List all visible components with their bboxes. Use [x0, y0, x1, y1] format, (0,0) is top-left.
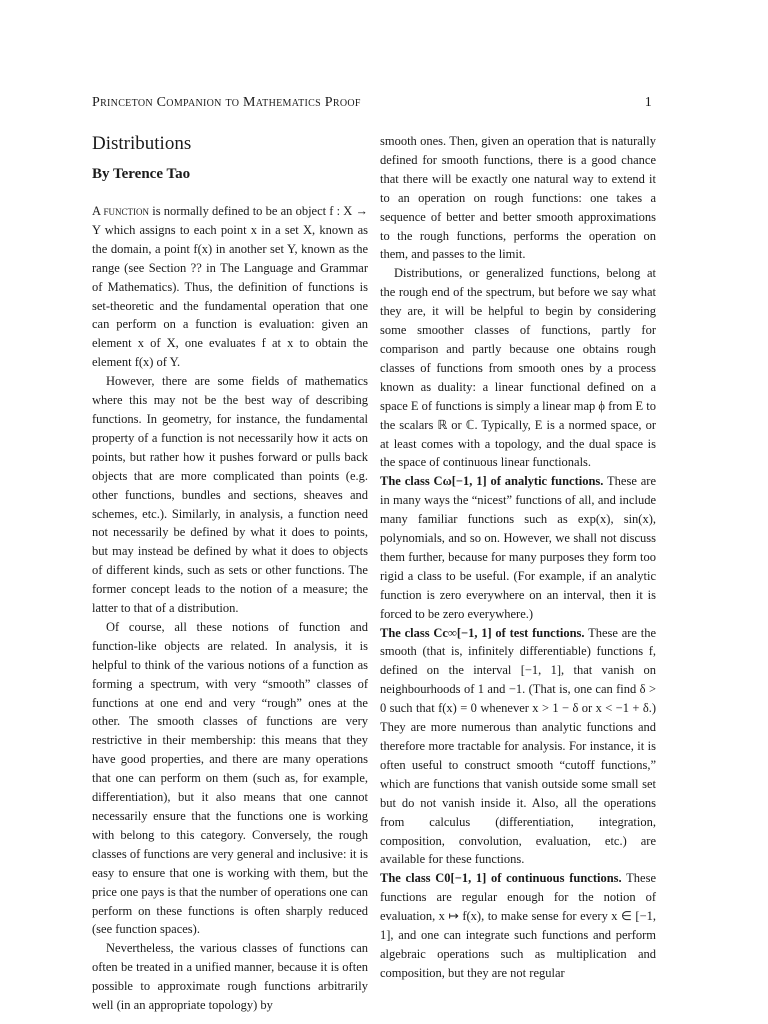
running-title: Princeton Companion to Mathematics Proof [92, 95, 361, 110]
paragraph-unified: Nevertheless, the various classes of functions can often be treated in a unified manner, because it is often possible to approximate rough functions arbitrarily well (in an appropriate topology) by [92, 941, 368, 1013]
section-analytic-body: These are in many ways the “nicest” functions of all, and include many familiar functions such as exp(x), sin(x), polynomials, and so on. However, we shall not discuss them further, because for many purposes they form too rigid a class to be useful. (For example, if an analytic function is zero everywhere on an interval, then it is forced to be zero everywhere.) [380, 474, 657, 621]
paragraph-intro [92, 202, 368, 372]
paragraph-distributions: Distributions, or generalized functions, belong at the rough end of the spectrum, but before we say what they are, it will be helpful to begin by considering some smoother classes of functions, partly for comparison and partly because one obtains rough classes of functions from smooth ones by a process known as duality: a linear functional defined on a space E of functions is simply a linear map ϕ from E to the scalars ℝ or ℂ. Typically, E is a normed space, or at least comes with a topology, and the dual space is the space of continuous linear functionals. [380, 266, 656, 470]
article-title: Distributions [92, 133, 192, 154]
paragraph-spectrum: Of course, all these notions of function and function-like objects are related. In analysis, it is helpful to think of the various notions of a function as forming a spectrum, with very “smooth” classes of functions at one end and very “rough” ones at the other. The smooth classes of functions are very restrictive in their membership: this means that they have good properties, and there are many operations that one can perform on them (such as, for example, differentiation), but it also means that one cannot necessarily ensure that the functions one is working with belong to this category. Conversely, the rough classes of functions are very general and inclusive: it is easy to ensure that one is working with them, but the price one pays is that the number of operations one can perform on these functions is often sharply reduced (see function spaces). [92, 619, 368, 937]
lead-in: A function [92, 204, 150, 218]
right-column [380, 132, 656, 983]
section-analytic [380, 472, 656, 623]
page-number: 1 [644, 95, 652, 110]
section-continuous [380, 869, 656, 982]
section-test-functions-heading: The class Cc∞[−1, 1] of test functions. [380, 625, 585, 640]
running-header [92, 95, 652, 111]
section-test-functions-body: These are the smooth (that is, infinitely differentiable) functions f, defined on the interval [−1, 1], that vanish on neighbourhoods of 1 and −1. (That is, one can find δ > 0 such that f(x) = 0 whenever x > 1 − δ or x < −1 + δ.) They are more numerous than analytic functions and therefore more tractable for analysis. For instance, it is often useful to construct smooth “cutoff functions,” which are functions that vanish outside some small set but do not vanish inside it. Also, all the operations from calculus (differentiation, integration, composition, convolution, evaluation, etc.) are available for these functions. [380, 625, 656, 867]
section-test-functions [380, 624, 656, 870]
left-column [92, 132, 368, 1015]
article-author: By Terence Tao [92, 166, 191, 182]
paragraph-smooth-ones: smooth ones. Then, given an operation that is naturally defined for smooth functions, there is a good chance that there will be exactly one natural way to extend it to an operation on rough functions: one takes a sequence of better and better smooth approximations to the rough functions, performs the operation on them, and passes to the limit. [380, 134, 656, 262]
section-continuous-heading: The class C0[−1, 1] of continuous functions. [380, 871, 622, 886]
paragraph-intro-body: is normally defined to be an object f : X → Y which assigns to each point x in a set X, known as the domain, a point f(x) in another set Y, known as the range (see Section ?? in The Language and Grammar of Mathematics). Thus, the definition of functions is set-theoretic and the fundamental operation that one can perform on a function is evaluation: given an element x of X, one evaluates f at x to obtain the element f(x) of Y. [92, 204, 369, 370]
section-continuous-body: These functions are regular enough for the notion of evaluation, x ↦ f(x), to make sense for every x ∈ [−1, 1], and one can integrate such functions and perform algebraic operations such as multiplication and composition, but they are not regular [380, 871, 656, 980]
section-analytic-heading: The class Cω[−1, 1] of analytic functions. [380, 474, 604, 489]
paragraph-geometry: However, there are some fields of mathematics where this may not be the best way of describing functions. In geometry, for instance, the fundamental property of a function is not necessarily how it acts on points, but rather how it pushes forward or pulls back objects that are more complicated than points (e.g. other functions, bundles and sections, sheaves and schemes, etc.). Similarly, in analysis, a function need not necessarily be defined by what it does to points, but may instead be defined by what it does to objects of different kinds, such as sets or other functions. The former concept leads to the notion of a measure; the latter to that of a distribution. [92, 374, 368, 616]
